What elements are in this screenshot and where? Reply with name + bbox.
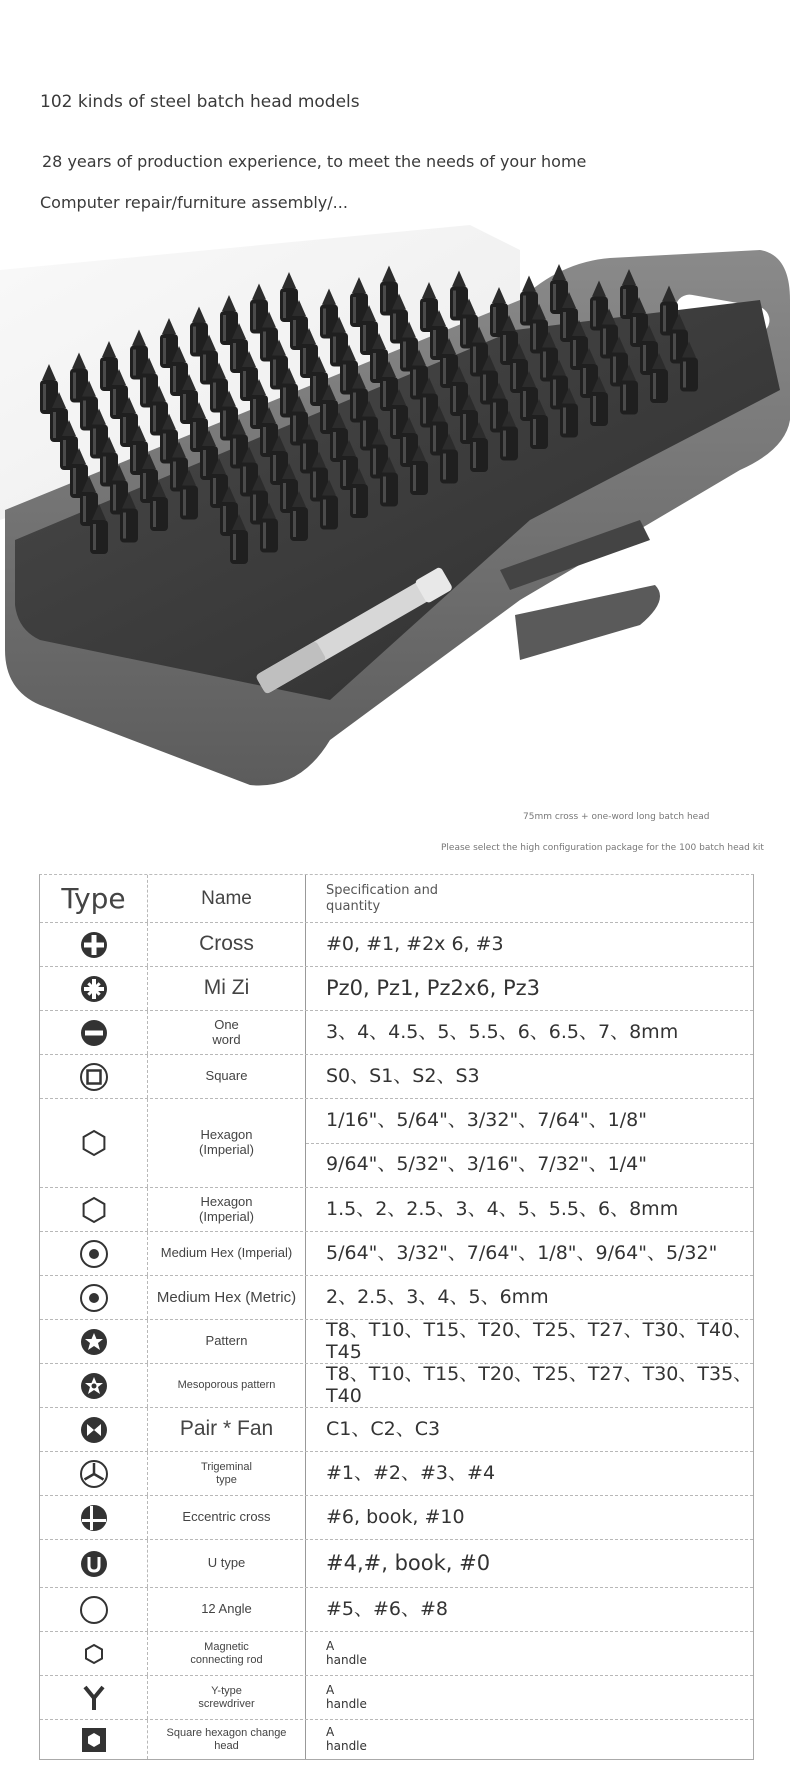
bit-spec-cell — [306, 1588, 753, 1631]
magnetic-rod-icon — [40, 1632, 147, 1675]
security-torx-icon — [40, 1364, 147, 1407]
intro-headline: 102 kinds of steel batch head models — [40, 92, 360, 112]
tri-wing-icon — [40, 1452, 147, 1495]
bit-spec-cell — [306, 1452, 753, 1495]
bit-spec-cell — [306, 1676, 753, 1719]
bit-type-name: Hexagon (Imperial) — [147, 1188, 306, 1231]
table-row — [40, 1188, 753, 1232]
hexagon-icon — [40, 1188, 147, 1231]
bit-type-name: Square hexagon change head — [147, 1720, 306, 1759]
bit-spec-text: #6, book, #10 — [326, 1505, 465, 1528]
caption-package-note: Please select the high configuration package for the 100 batch head kit — [441, 843, 764, 853]
twelve-point-icon — [40, 1588, 147, 1631]
bit-spec-cell — [306, 923, 753, 966]
bit-spec-cell — [306, 1276, 753, 1319]
bit-spec-text: 9/64"、5/32"、3/16"、7/32"、1/4" — [306, 1143, 753, 1188]
table-row — [40, 1676, 753, 1720]
table-row — [40, 1011, 753, 1055]
table-row — [40, 923, 753, 967]
bit-spec-cell — [306, 1540, 753, 1587]
bit-type-name: Medium Hex (Imperial) — [147, 1232, 306, 1275]
bit-spec-cell — [306, 1496, 753, 1539]
table-row — [40, 1720, 753, 1759]
bit-spec-cell — [306, 1632, 753, 1675]
bit-spec-cell — [306, 1055, 753, 1098]
table-row — [40, 967, 753, 1011]
medium-hex-icon — [40, 1232, 147, 1275]
table-row — [40, 1632, 753, 1676]
table-row — [40, 1232, 753, 1276]
bit-spec-cell — [306, 1364, 753, 1407]
bit-spec-text: #0, #1, #2x 6, #3 — [326, 932, 504, 955]
slot-circle-icon — [40, 1011, 147, 1054]
bit-spec-text: 2、2.5、3、4、5、6mm — [326, 1285, 549, 1308]
bit-spec-cell — [306, 1232, 753, 1275]
pozi-circle-icon — [40, 967, 147, 1010]
bit-type-name: Mesoporous pattern — [147, 1364, 306, 1407]
table-row — [40, 1276, 753, 1320]
bit-type-name: Trigeminal type — [147, 1452, 306, 1495]
hexagon-icon — [40, 1099, 147, 1187]
bit-type-name: Magnetic connecting rod — [147, 1632, 306, 1675]
clutch-icon — [40, 1408, 147, 1451]
bit-spec-cell — [306, 967, 753, 1010]
bit-type-name: Cross — [147, 923, 306, 966]
bit-spec-text: Pz0, Pz1, Pz2x6, Pz3 — [326, 976, 541, 1001]
bit-kit-photo — [0, 0, 790, 800]
torx-icon — [40, 1320, 147, 1363]
bit-spec-cell — [306, 1720, 753, 1759]
table-row — [40, 1540, 753, 1588]
bit-spec-text: #1、#2、#3、#4 — [326, 1461, 496, 1484]
caption-long-bits: 75mm cross + one-word long batch head — [523, 812, 710, 822]
bit-type-name: Pattern — [147, 1320, 306, 1363]
cross-circle-icon — [40, 923, 147, 966]
eccentric-cross-icon — [40, 1496, 147, 1539]
intro-uses: Computer repair/furniture assembly/... — [40, 193, 348, 212]
product-hero — [0, 0, 790, 853]
bit-spec-text: 1.5、2、2.5、3、4、5、5.5、6、8mm — [326, 1197, 679, 1220]
bit-spec-text: #4,#, book, #0 — [326, 1551, 491, 1576]
bit-spec-text: 5/64"、3/32"、7/64"、1/8"、9/64"、5/32" — [326, 1241, 718, 1264]
table-header-row — [40, 875, 753, 923]
bit-type-name: Mi Zi — [147, 967, 306, 1010]
bit-type-name: Square — [147, 1055, 306, 1098]
bit-type-name: 12 Angle — [147, 1588, 306, 1631]
table-row — [40, 1496, 753, 1540]
bit-spec-text: 3、4、4.5、5、5.5、6、6.5、7、8mm — [326, 1020, 679, 1043]
y-type-icon — [40, 1676, 147, 1719]
bit-spec-cell — [306, 1188, 753, 1231]
table-row — [40, 1408, 753, 1452]
header-name: Name — [147, 875, 306, 922]
bit-spec-text: #5、#6、#8 — [326, 1597, 449, 1620]
spec-table — [39, 874, 754, 1760]
u-type-icon — [40, 1540, 147, 1587]
bit-type-name: One word — [147, 1011, 306, 1054]
table-row — [40, 1364, 753, 1408]
bit-spec-text: A handle — [326, 1724, 367, 1753]
header-type: Type — [61, 882, 126, 915]
bit-spec-cell — [306, 1320, 753, 1363]
medium-hex-icon — [40, 1276, 147, 1319]
bit-type-name: Y-type screwdriver — [147, 1676, 306, 1719]
table-row — [40, 1588, 753, 1632]
table-row — [40, 1055, 753, 1099]
table-row — [40, 1452, 753, 1496]
header-spec: Specification and quantity — [326, 882, 439, 914]
bit-spec-text: 1/16"、5/64"、3/32"、7/64"、1/8" — [326, 1108, 647, 1131]
bit-type-name: Eccentric cross — [147, 1496, 306, 1539]
bit-type-name: Medium Hex (Metric) — [147, 1276, 306, 1319]
bit-spec-cell — [306, 1099, 753, 1187]
bit-spec-text: S0、S1、S2、S3 — [326, 1064, 480, 1087]
bit-spec-cell — [306, 1011, 753, 1054]
table-body — [40, 923, 753, 1759]
bit-type-name: U type — [147, 1540, 306, 1587]
bit-type-name: Hexagon (Imperial) — [147, 1099, 306, 1187]
bit-spec-text: C1、C2、C3 — [326, 1417, 441, 1440]
table-row — [40, 1099, 753, 1188]
bit-spec-text: A handle — [326, 1638, 367, 1667]
bit-spec-text: T8、T10、T15、T20、T25、T27、T30、T35、T40 — [326, 1362, 753, 1407]
square-hex-icon — [40, 1720, 147, 1759]
square-drive-icon — [40, 1055, 147, 1098]
bit-spec-text: A handle — [326, 1682, 367, 1711]
intro-experience: 28 years of production experience, to meet the needs of your home — [42, 152, 587, 171]
bit-spec-text: T8、T10、T15、T20、T25、T27、T30、T40、T45 — [326, 1318, 753, 1363]
bit-type-name: Pair * Fan — [147, 1408, 306, 1451]
bit-spec-cell — [306, 1408, 753, 1451]
table-row — [40, 1320, 753, 1364]
